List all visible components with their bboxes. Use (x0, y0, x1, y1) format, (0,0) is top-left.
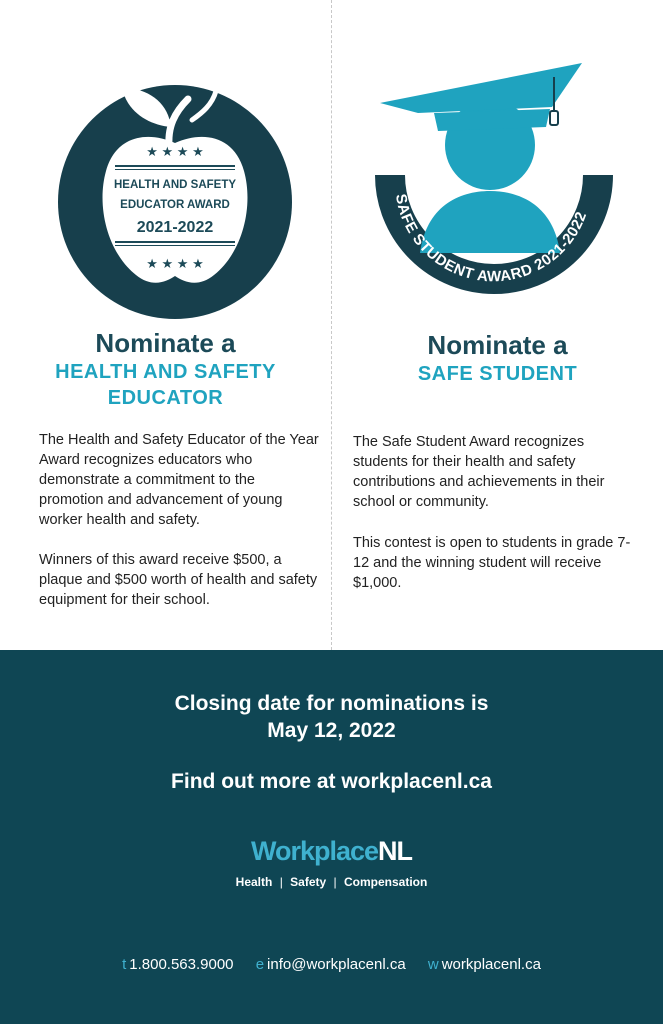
web-address: workplacenl.ca (441, 956, 541, 973)
educator-prize: Winners of this award receive $500, a plaque and $500 worth of health and safety equipment for their school. (39, 552, 318, 608)
educator-award-badge (50, 75, 300, 320)
badge-stars-bottom: ★ ★ ★ ★ (146, 256, 204, 271)
phone-number: 1.800.563.9000 (129, 956, 234, 973)
tagline-health: Health (235, 875, 273, 889)
student-column (332, 0, 663, 650)
badge-stars-top: ★ ★ ★ ★ (146, 144, 204, 159)
badge-line2: EDUCATOR AWARD (120, 199, 230, 211)
contact-phone (122, 956, 233, 973)
footer-banner (0, 650, 663, 1024)
tagline-compensation: Compensation (344, 875, 428, 889)
badge-years: 2021-2022 (136, 219, 214, 236)
find-out-more: Find out more at workplacenl.ca (171, 770, 492, 793)
graduate-icon (362, 55, 622, 325)
contact-web (428, 956, 541, 973)
closing-line1: Closing date for nominations is (174, 692, 489, 715)
award-name-line1: SAFE STUDENT (417, 363, 578, 385)
tagline-separator: | (279, 875, 283, 889)
badge-ring-text: SAFE STUDENT AWARD 2021-2022 (391, 192, 591, 286)
logo-part1: Workplace (250, 836, 379, 866)
contact-email (256, 956, 406, 973)
contact-bar (0, 956, 663, 973)
logo-tagline (0, 875, 663, 889)
badge-line1: HEALTH AND SAFETY (113, 179, 237, 191)
award-name-line1: HEALTH AND SAFETY (55, 361, 276, 383)
student-description: The Safe Student Award recognizes students for their health and safety contributions and achievements in their school or community. (353, 434, 605, 510)
educator-description: The Health and Safety Educator of the Year Award recognizes educators who demonstrate a commitment to the promotion and advancement of young worker health and safety. (39, 432, 319, 528)
closing-line2: May 12, 2022 (267, 719, 396, 742)
nominate-heading: Nominate a (95, 328, 236, 358)
web-label: w (427, 956, 439, 973)
phone-label: t (122, 956, 127, 973)
educator-column (0, 0, 331, 650)
tagline-separator: | (333, 875, 337, 889)
nominate-heading: Nominate a (427, 330, 568, 360)
tagline-safety: Safety (290, 875, 327, 889)
student-prize: This contest is open to students in grade 7-12 and the winning student will receive $1,000. (353, 535, 631, 591)
email-address: info@workplacenl.ca (267, 956, 406, 973)
email-label: e (255, 956, 265, 973)
award-name-line2: EDUCATOR (107, 387, 224, 409)
apple-icon (50, 75, 300, 320)
closing-date (0, 690, 663, 744)
workplacenl-logo (0, 836, 663, 867)
safe-student-badge (362, 55, 622, 325)
logo-part2: NL (378, 836, 413, 866)
